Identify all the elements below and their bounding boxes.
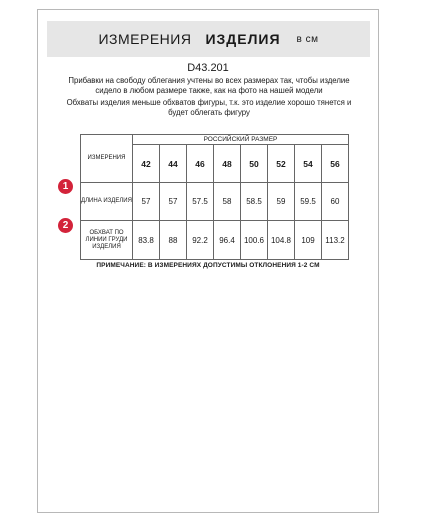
table-cell: 57 — [133, 183, 160, 221]
size-header: 42 — [133, 145, 160, 183]
badge-chest: 2 — [58, 218, 73, 233]
table-row-length — [81, 183, 349, 221]
badge-length: 1 — [58, 179, 73, 194]
fit-note-stretch: Обхваты изделия меньше обхватов фигуры, т.к. это изделие хорошо тянется и будет облегать фигуру — [66, 98, 352, 117]
table-cell: 96.4 — [214, 221, 241, 260]
size-chart-sheet — [37, 9, 379, 513]
table-row-chest — [81, 221, 349, 260]
table-cell: 92.2 — [187, 221, 214, 260]
row-label-chest: ОБХВАТ ПО ЛИНИИ ГРУДИ ИЗДЕЛИЯ — [81, 221, 133, 260]
corner-header: ИЗМЕРЕНИЯ — [81, 135, 133, 183]
size-header: 48 — [214, 145, 241, 183]
table-cell: 59 — [268, 183, 295, 221]
tolerance-note: ПРИМЕЧАНИЕ: В ИЗМЕРЕНИЯХ ДОПУСТИМЫ ОТКЛОНЕНИЯ 1-2 СМ — [96, 262, 320, 269]
product-code: D43.201 — [187, 62, 229, 74]
title-unit: в см — [296, 33, 319, 45]
size-table — [80, 134, 349, 260]
table-cell: 58 — [214, 183, 241, 221]
table-cell: 57 — [160, 183, 187, 221]
title-bar — [47, 21, 370, 57]
title-measurements: ИЗМЕРЕНИЯ — [98, 31, 192, 47]
size-header: 54 — [295, 145, 322, 183]
table-cell: 104.8 — [268, 221, 295, 260]
table-cell: 59.5 — [295, 183, 322, 221]
title-product: ИЗДЕЛИЯ — [205, 31, 281, 47]
size-group-header: РОССИЙСКИЙ РАЗМЕР — [133, 135, 349, 145]
fit-notes — [60, 76, 358, 120]
row-label-length: ДЛИНА ИЗДЕЛИЯ — [81, 183, 133, 221]
fit-note-ease: Прибавки на свободу облегания учтены во всех размерах так, чтобы изделие сидело в любом размере также, как на фото на нашей модели — [68, 76, 350, 95]
table-cell: 60 — [322, 183, 349, 221]
size-header: 46 — [187, 145, 214, 183]
table-cell: 57.5 — [187, 183, 214, 221]
size-header: 56 — [322, 145, 349, 183]
size-header: 52 — [268, 145, 295, 183]
table-cell: 58.5 — [241, 183, 268, 221]
size-header: 44 — [160, 145, 187, 183]
table-cell: 109 — [295, 221, 322, 260]
table-cell: 100.6 — [241, 221, 268, 260]
table-cell: 83.8 — [133, 221, 160, 260]
size-header: 50 — [241, 145, 268, 183]
table-cell: 88 — [160, 221, 187, 260]
table-cell: 113.2 — [322, 221, 349, 260]
